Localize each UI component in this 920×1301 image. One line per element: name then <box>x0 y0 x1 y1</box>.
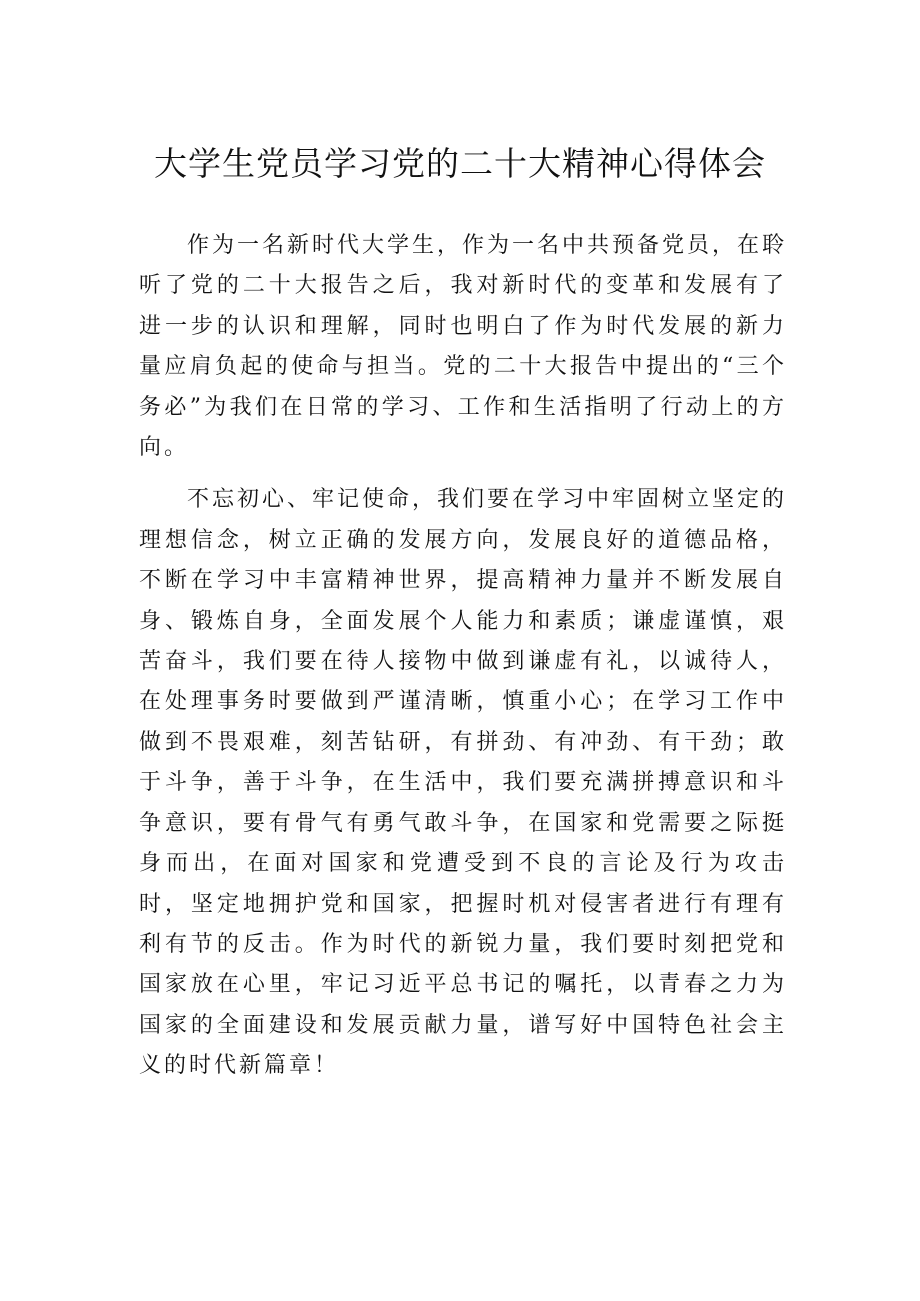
document-body <box>139 226 787 1087</box>
paragraph-2: 不忘初心、牢记使命，我们要在学习中牢固树立坚定的理想信念，树立正确的发展方向，发展良好的道德品格，不断在学习中丰富精神世界，提高精神力量并不断发展自身、锻炼自身，全面发展个人能力和素质；谦虚谨慎，艰苦奋斗，我们要在待人接物中做到谦虚有礼，以诚待人，在处理事务时要做到严谨清晰，慎重小心；在学习工作中做到不畏艰难，刻苦钻研，有拼劲、有冲劲、有干劲；敢于斗争，善于斗争，在生活中，我们要充满拼搏意识和斗争意识，要有骨气有勇气敢斗争，在国家和党需要之际挺身而出，在面对国家和党遭受到不良的言论及行为攻击时，坚定地拥护党和国家，把握时机对侵害者进行有理有利有节的反击。作为时代的新锐力量，我们要时刻把党和国家放在心里，牢记习近平总书记的嘱托，以青春之力为国家的全面建设和发展贡献力量，谱写好中国特色社会主义的时代新篇章！ <box>139 487 788 1079</box>
document-title: 大学生党员学习党的二十大精神心得体会 <box>154 144 766 183</box>
paragraph-1: 作为一名新时代大学生，作为一名中共预备党员，在聆听了党的二十大报告之后，我对新时代的变革和发展有了进一步的认识和理解，同时也明白了作为时代发展的新力量应肩负起的使命与担当。党的二十大报告中提出的“三个务必”为我们在日常的学习、工作和生活指明了行动上的方向。 <box>139 233 788 461</box>
